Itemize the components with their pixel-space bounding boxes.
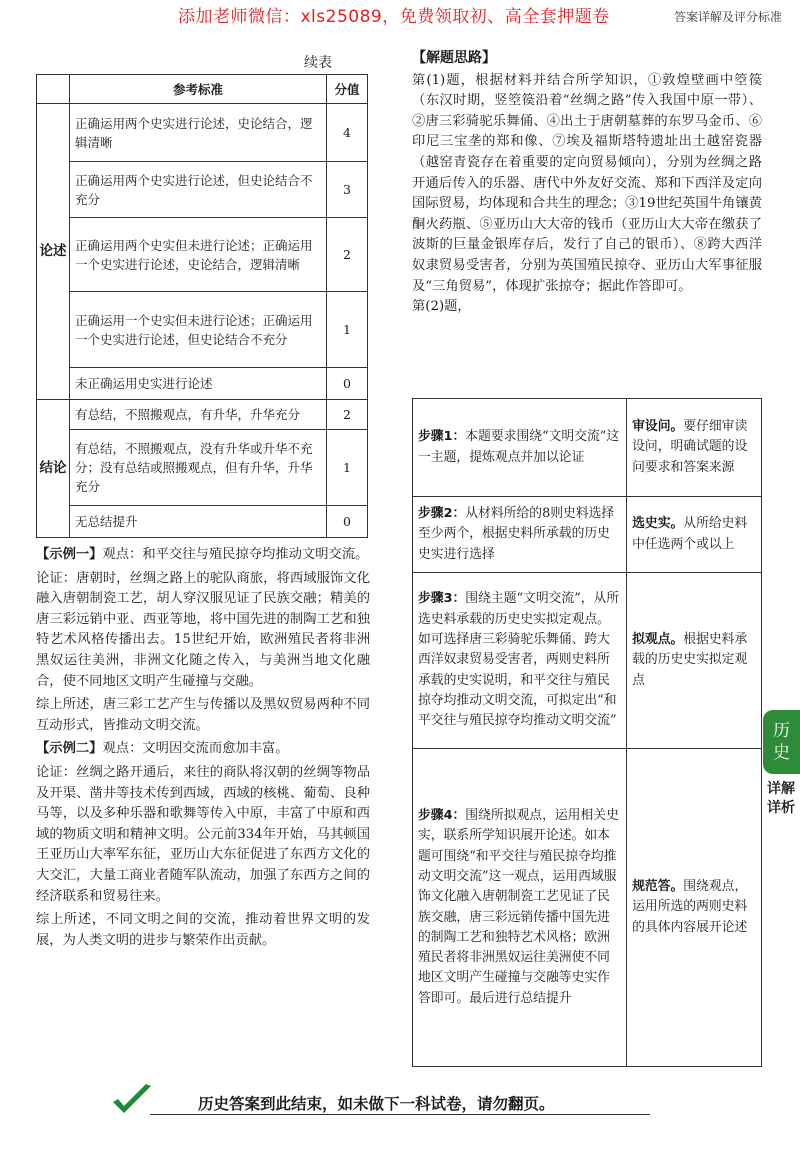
- header-category: [37, 75, 70, 104]
- running-head: 答案详解及评分标准: [673, 10, 782, 24]
- criteria-score: 0: [327, 368, 368, 400]
- table-header-row: [37, 75, 368, 104]
- criteria-text: 未正确运用史实进行论述: [70, 368, 327, 400]
- table-row: [37, 162, 368, 218]
- criteria-text: 正确运用两个史实进行论述，但史论结合不充分: [70, 162, 327, 218]
- example-essays: [36, 545, 370, 954]
- step-description: 步骤2：从材料所给的8则史料选择至少两个，根据史料所承载的历史史实进行选择: [413, 497, 627, 573]
- footer-notice: 历史答案到此结束，如未做下一科试卷，请勿翻页。: [198, 1095, 555, 1113]
- category-conclusion: 结论: [37, 400, 70, 538]
- header-score: 分值: [327, 75, 368, 104]
- continued-label: 续表: [304, 55, 332, 71]
- criteria-text: 正确运用两个史实进行论述，史论结合，逻辑清晰: [70, 104, 327, 162]
- criteria-text: 正确运用两个史实但未进行论述；正确运用一个史实进行论述，史论结合，逻辑清晰: [70, 218, 327, 292]
- criteria-score: 2: [327, 218, 368, 292]
- analysis-section: [412, 48, 762, 318]
- example2-argument: 论证：丝绸之路开通后，来往的商队将汉朝的丝绸等物品及开渠、凿井等技术传到西域，西域的核桃、葡萄、良种马等，以及多种乐器和歌舞等传入中原，丰富了中原和西域的物质文明和精神文明。公元前334年开始，马其顿国王亚历山大率军东征，亚历山大东征促进了东西方文化的大交汇，大量工商业者随军队流动，加强了东西方之间的经济联系和贸易往来。: [36, 764, 370, 904]
- criteria-text: 正确运用一个史实但未进行论述；正确运用一个史实进行论述，但史论结合不充分: [70, 292, 327, 368]
- criteria-text: 无总结提升: [70, 506, 327, 538]
- step-note: 审设问。要仔细审读设问，明确试题的设问要求和答案来源: [627, 399, 762, 497]
- criteria-score: 1: [327, 292, 368, 368]
- example2-conclusion: 综上所述，不同文明之间的交流，推动着世界文明的发展，为人类文明的进步与繁荣作出贡献。: [36, 912, 370, 948]
- table-row: [413, 399, 762, 497]
- table-row: [37, 506, 368, 538]
- subject-tab-char-2: 史: [773, 743, 790, 763]
- category-argument: 论述: [37, 104, 70, 400]
- header-standard: 参考标准: [70, 75, 327, 104]
- criteria-text: 有总结，不照搬观点，有升华，升华充分: [70, 400, 327, 430]
- criteria-score: 0: [327, 506, 368, 538]
- watermark-banner: 添加老师微信：xls25089，免费领取初、高全套押题卷: [178, 7, 610, 27]
- example2-thesis: 【示例二】观点：文明因交流而愈加丰富。: [36, 741, 289, 757]
- table-row: [37, 218, 368, 292]
- criteria-score: 2: [327, 400, 368, 430]
- analysis-part2: 第(2)题，: [412, 299, 471, 315]
- example1-tag: 【示例一】: [36, 547, 103, 562]
- table-row: [413, 497, 762, 573]
- subject-tab-char-1: 历: [773, 721, 790, 741]
- example1-conclusion: 综上所述，唐三彩工艺产生与传播以及黑奴贸易两种不同互动形式，皆推动文明交流。: [36, 697, 370, 733]
- criteria-score: 1: [327, 430, 368, 506]
- criteria-score: 4: [327, 104, 368, 162]
- step-description: 步骤1：本题要求围绕“文明交流”这一主题，提炼观点并加以论证: [413, 399, 627, 497]
- checkmark-icon: [110, 1082, 154, 1118]
- step-description: 步骤4：围绕所拟观点，运用相关史实，联系所学知识展开论述。如本题可围绕“和平交往与殖民掠夺均推动文明交流”这一观点，运用西域服饰文化融入唐朝制瓷工艺见证了民族交融，唐三彩远销传播中国先进的制陶工艺和独特艺术风格；欧洲殖民者将非洲黑奴运往美洲使不同地区文明产生碰撞与交融等史实作答即可。最后进行总结提升: [413, 749, 627, 1067]
- example2-tag: 【示例二】: [36, 741, 103, 757]
- analysis-part1: 第(1)题，根据材料并结合所学知识，①敦煌壁画中箜篌（东汉时期，竖箜篌沿着“丝绸之路”传入我国中原一带）、②唐三彩骑驼乐舞俑、④出土于唐朝墓葬的东罗马金币、⑥印尼三宝垄的郑和像、⑦埃及福斯塔特遗址出土越窑瓷器（越窑青瓷存在着重要的定向贸易倾向），分别为丝绸之路开通后传入的乐器、唐代中外友好交流、郑和下西洋及定向国际贸易，均体现和合共生的理念；③19世纪英国牛角镶黄酮火药瓶、⑤亚历山大大帝的钱币（亚历山大大帝在缴获了波斯的巨量金银库存后，发行了自己的银币）、⑧跨大西洋奴隶贸易受害者，分别为英国殖民掠夺、亚历山大军事征服及“三角贸易”，体现扩张掠夺；据此作答即可。: [412, 72, 762, 294]
- analysis-title: 【解题思路】: [412, 50, 496, 66]
- table-row: [37, 430, 368, 506]
- table-row: [37, 292, 368, 368]
- subject-tab: [763, 710, 800, 774]
- solution-steps-table: [412, 398, 762, 1067]
- example1-thesis: 【示例一】观点：和平交往与殖民掠夺均推动文明交流。: [36, 547, 369, 562]
- scoring-criteria-table: [36, 74, 368, 538]
- step-note: 规范答。围绕观点，运用所选的两则史料的具体内容展开论述: [627, 749, 762, 1067]
- step-note: 选史实。从所给史料中任选两个或以上: [627, 497, 762, 573]
- table-row: [413, 749, 762, 1067]
- side-label: 详解详析: [767, 781, 795, 816]
- criteria-score: 3: [327, 162, 368, 218]
- step-note: 拟观点。根据史料承载的历史史实拟定观点: [627, 573, 762, 749]
- table-row: [37, 104, 368, 162]
- step-description: 步骤3：围绕主题“文明交流”，从所选史料承载的历史史实拟定观点。如可选择唐三彩骑驼乐舞俑、跨大西洋奴隶贸易受害者，两则史料所承载的史实说明，和平交往与殖民掠夺均推动文明交流，可拟定出“和平交往与殖民掠夺均推动文明交流”: [413, 573, 627, 749]
- footer-rule: [150, 1114, 650, 1115]
- example1-argument: 论证：唐朝时，丝绸之路上的驼队商旅，将西域服饰文化融入唐朝制瓷工艺，胡人穿汉服见证了民族交融；精美的唐三彩远销中亚、西亚等地，将中国先进的制陶工艺和独特艺术风格传播出去。15世纪开始，欧洲殖民者将非洲黑奴运往美洲，非洲文化随之传入，与美洲当地文化融合，使不同地区文明产生碰撞与交融。: [36, 570, 370, 689]
- table-row: [37, 368, 368, 400]
- table-row: [37, 400, 368, 430]
- criteria-text: 有总结，不照搬观点，没有升华或升华不充分；没有总结或照搬观点，但有升华，升华充分: [70, 430, 327, 506]
- table-row: [413, 573, 762, 749]
